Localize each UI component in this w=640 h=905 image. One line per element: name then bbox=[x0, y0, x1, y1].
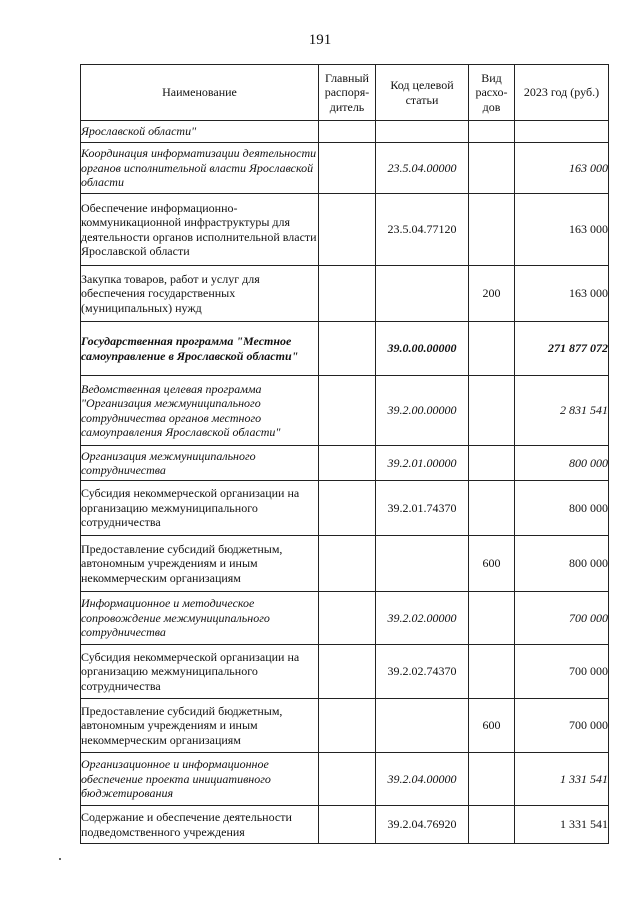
row-admin-cell bbox=[319, 699, 376, 753]
table-row bbox=[81, 143, 609, 194]
row-amount-cell: 800 000 bbox=[515, 446, 609, 481]
row-admin-cell bbox=[319, 536, 376, 592]
row-amount-cell: 2 831 541 bbox=[515, 376, 609, 446]
header-amount: 2023 год (руб.) bbox=[515, 65, 609, 121]
row-kind-cell bbox=[469, 753, 515, 806]
row-admin-cell bbox=[319, 645, 376, 699]
table-row bbox=[81, 376, 609, 446]
table-row bbox=[81, 266, 609, 322]
row-code-cell bbox=[376, 266, 469, 322]
row-admin-cell bbox=[319, 446, 376, 481]
row-name-cell: Государственная программа "Местное самоуправление в Ярославской области" bbox=[81, 322, 319, 376]
row-kind-cell: 200 bbox=[469, 266, 515, 322]
row-admin-cell bbox=[319, 806, 376, 844]
row-kind-cell: 600 bbox=[469, 699, 515, 753]
row-admin-cell bbox=[319, 143, 376, 194]
scan-speck bbox=[59, 858, 61, 860]
row-kind-cell bbox=[469, 143, 515, 194]
row-kind-cell bbox=[469, 806, 515, 844]
table-row bbox=[81, 592, 609, 645]
row-admin-cell bbox=[319, 266, 376, 322]
row-kind-cell bbox=[469, 322, 515, 376]
row-amount-cell: 163 000 bbox=[515, 143, 609, 194]
row-amount-cell: 1 331 541 bbox=[515, 806, 609, 844]
page-number: 191 bbox=[308, 32, 332, 48]
row-code-cell bbox=[376, 536, 469, 592]
row-amount-cell: 700 000 bbox=[515, 592, 609, 645]
table-row bbox=[81, 446, 609, 481]
header-admin: Главный распоря-дитель bbox=[319, 65, 376, 121]
row-admin-cell bbox=[319, 753, 376, 806]
row-name-cell: Ведомственная целевая программа "Организация межмуниципального сотрудничества органов местного самоуправления Ярославской области" bbox=[81, 376, 319, 446]
table-header-row bbox=[81, 65, 609, 121]
row-name-cell: Организационное и информационное обеспечение проекта инициативного бюджетирования bbox=[81, 753, 319, 806]
row-code-cell: 39.2.02.74370 bbox=[376, 645, 469, 699]
row-kind-cell bbox=[469, 592, 515, 645]
row-code-cell: 23.5.04.77120 bbox=[376, 194, 469, 266]
row-name-cell: Субсидия некоммерческой организации на организацию межмуниципального сотрудничества bbox=[81, 645, 319, 699]
row-amount-cell: 700 000 bbox=[515, 699, 609, 753]
row-code-cell: 39.2.04.00000 bbox=[376, 753, 469, 806]
row-code-cell: 23.5.04.00000 bbox=[376, 143, 469, 194]
row-name-cell: Организация межмуниципального сотрудничества bbox=[81, 446, 319, 481]
row-kind-cell bbox=[469, 481, 515, 536]
row-name-cell: Субсидия некоммерческой организации на организацию межмуниципального сотрудничества bbox=[81, 481, 319, 536]
row-name-cell: Предоставление субсидий бюджетным, автономным учреждениям и иным некоммерческим организациям bbox=[81, 699, 319, 753]
row-name-cell: Предоставление субсидий бюджетным, автономным учреждениям и иным некоммерческим организациям bbox=[81, 536, 319, 592]
row-amount-cell: 271 877 072 bbox=[515, 322, 609, 376]
row-amount-cell: 800 000 bbox=[515, 481, 609, 536]
row-kind-cell bbox=[469, 376, 515, 446]
row-name-cell: Ярославской области" bbox=[81, 121, 319, 143]
row-admin-cell bbox=[319, 322, 376, 376]
header-name: Наименование bbox=[81, 65, 319, 121]
row-kind-cell bbox=[469, 194, 515, 266]
row-kind-cell: 600 bbox=[469, 536, 515, 592]
row-code-cell: 39.2.02.00000 bbox=[376, 592, 469, 645]
row-admin-cell bbox=[319, 592, 376, 645]
row-admin-cell bbox=[319, 194, 376, 266]
budget-table bbox=[80, 64, 609, 844]
row-kind-cell bbox=[469, 446, 515, 481]
table-row bbox=[81, 536, 609, 592]
row-amount-cell: 163 000 bbox=[515, 266, 609, 322]
row-admin-cell bbox=[319, 376, 376, 446]
table-row bbox=[81, 645, 609, 699]
row-code-cell bbox=[376, 699, 469, 753]
row-amount-cell: 1 331 541 bbox=[515, 753, 609, 806]
row-admin-cell bbox=[319, 121, 376, 143]
table-row bbox=[81, 753, 609, 806]
row-kind-cell bbox=[469, 645, 515, 699]
row-code-cell bbox=[376, 121, 469, 143]
table-row bbox=[81, 699, 609, 753]
header-kind: Вид расхо-дов bbox=[469, 65, 515, 121]
row-amount-cell: 800 000 bbox=[515, 536, 609, 592]
row-admin-cell bbox=[319, 481, 376, 536]
row-code-cell: 39.2.01.74370 bbox=[376, 481, 469, 536]
row-code-cell: 39.0.00.00000 bbox=[376, 322, 469, 376]
row-code-cell: 39.2.01.00000 bbox=[376, 446, 469, 481]
table-row bbox=[81, 121, 609, 143]
row-name-cell: Координация информатизации деятельности органов исполнительной власти Ярославской области bbox=[81, 143, 319, 194]
row-kind-cell bbox=[469, 121, 515, 143]
row-code-cell: 39.2.04.76920 bbox=[376, 806, 469, 844]
table-row bbox=[81, 481, 609, 536]
row-amount-cell bbox=[515, 121, 609, 143]
row-amount-cell: 163 000 bbox=[515, 194, 609, 266]
row-amount-cell: 700 000 bbox=[515, 645, 609, 699]
row-name-cell: Содержание и обеспечение деятельности подведомственного учреждения bbox=[81, 806, 319, 844]
row-name-cell: Обеспечение информационно-коммуникационной инфраструктуры для деятельности органов исполнительной власти Ярославской области bbox=[81, 194, 319, 266]
header-code: Код целевой статьи bbox=[376, 65, 469, 121]
row-name-cell: Закупка товаров, работ и услуг для обеспечения государственных (муниципальных) нужд bbox=[81, 266, 319, 322]
table-row bbox=[81, 806, 609, 844]
table-row bbox=[81, 194, 609, 266]
table-row bbox=[81, 322, 609, 376]
row-code-cell: 39.2.00.00000 bbox=[376, 376, 469, 446]
row-name-cell: Информационное и методическое сопровождение межмуниципального сотрудничества bbox=[81, 592, 319, 645]
